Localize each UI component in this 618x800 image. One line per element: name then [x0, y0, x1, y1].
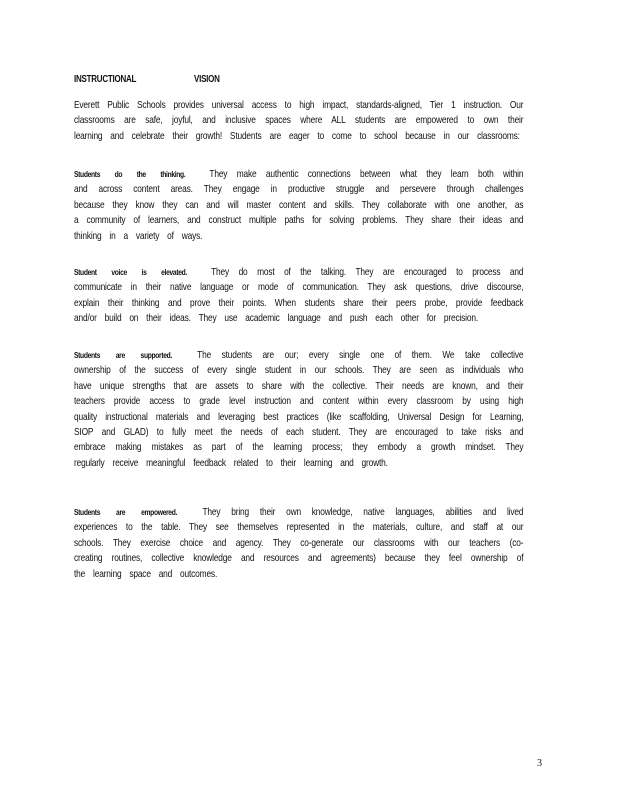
section-students-thinking	[74, 167, 523, 244]
section-student-voice	[74, 265, 523, 327]
section-text: They bring their own knowledge, native languages, abilities and lived experiences to the table. They see themselves represented in the materials, culture, and staff at our schools. They exercise choice and agency. They co-generate our classrooms with our teachers (co-creating routines, collective knowledge and resources and agreements) because they feel ownership of the learning space and outcomes.	[74, 507, 524, 580]
title-word-instructional: INSTRUCTIONAL	[74, 74, 137, 85]
section-lead: Students do the thinking.	[74, 170, 186, 179]
section-text: The students are our; every single one of them. We take collective ownership of the success of every single student in our schools. They are seen as individuals who have unique strengths that are assets to share with the collective. Their needs are known, and their teachers provide access to grade level instruction and content within every classroom by using high quality instructional materials and leveraging best practices (like scaffolding, Universal Design for Learning, SIOP and GLAD) to fully meet the needs of each student. They are encouraged to take risks and embrace making mistakes as part of the learning process; they embody a growth mindset. They regularly receive meaningful feedback related to their learning and growth.	[74, 350, 524, 469]
section-lead: Students are empowered.	[74, 508, 178, 517]
section-lead: Students are supported.	[74, 351, 172, 360]
section-students-empowered	[74, 505, 523, 582]
page-title	[74, 74, 234, 85]
section-text: They do most of the talking. They are encouraged to process and communicate in their native language or mode of communication. They ask questions, drive discourse, explain their thinking and prove their points. When students share their peers probe, provide feedback and/or build on their ideas. They use academic language and push each other for precision.	[74, 267, 524, 325]
section-students-supported	[74, 348, 523, 471]
intro-paragraph: Everett Public Schools provides universal access to high impact, standards-aligned, Tier 1 instruction. Our classrooms are safe, joyful, and inclusive spaces where ALL students are empowered to own their learning and celebrate their growth! Students are eager to come to school because in our classrooms:	[74, 100, 524, 142]
section-lead: Student voice is elevated.	[74, 268, 187, 277]
section-text: They make authentic connections between what they learn both within and across content areas. They engage in productive struggle and persevere through challenges because they know they can and will master content and skills. They collaborate with one another, as a community of learners, and construct multiple paths for solving problems. They share their ideas and thinking in a variety of ways.	[74, 169, 524, 242]
page-number: 3	[537, 758, 542, 769]
title-word-vision: VISION	[194, 74, 220, 85]
